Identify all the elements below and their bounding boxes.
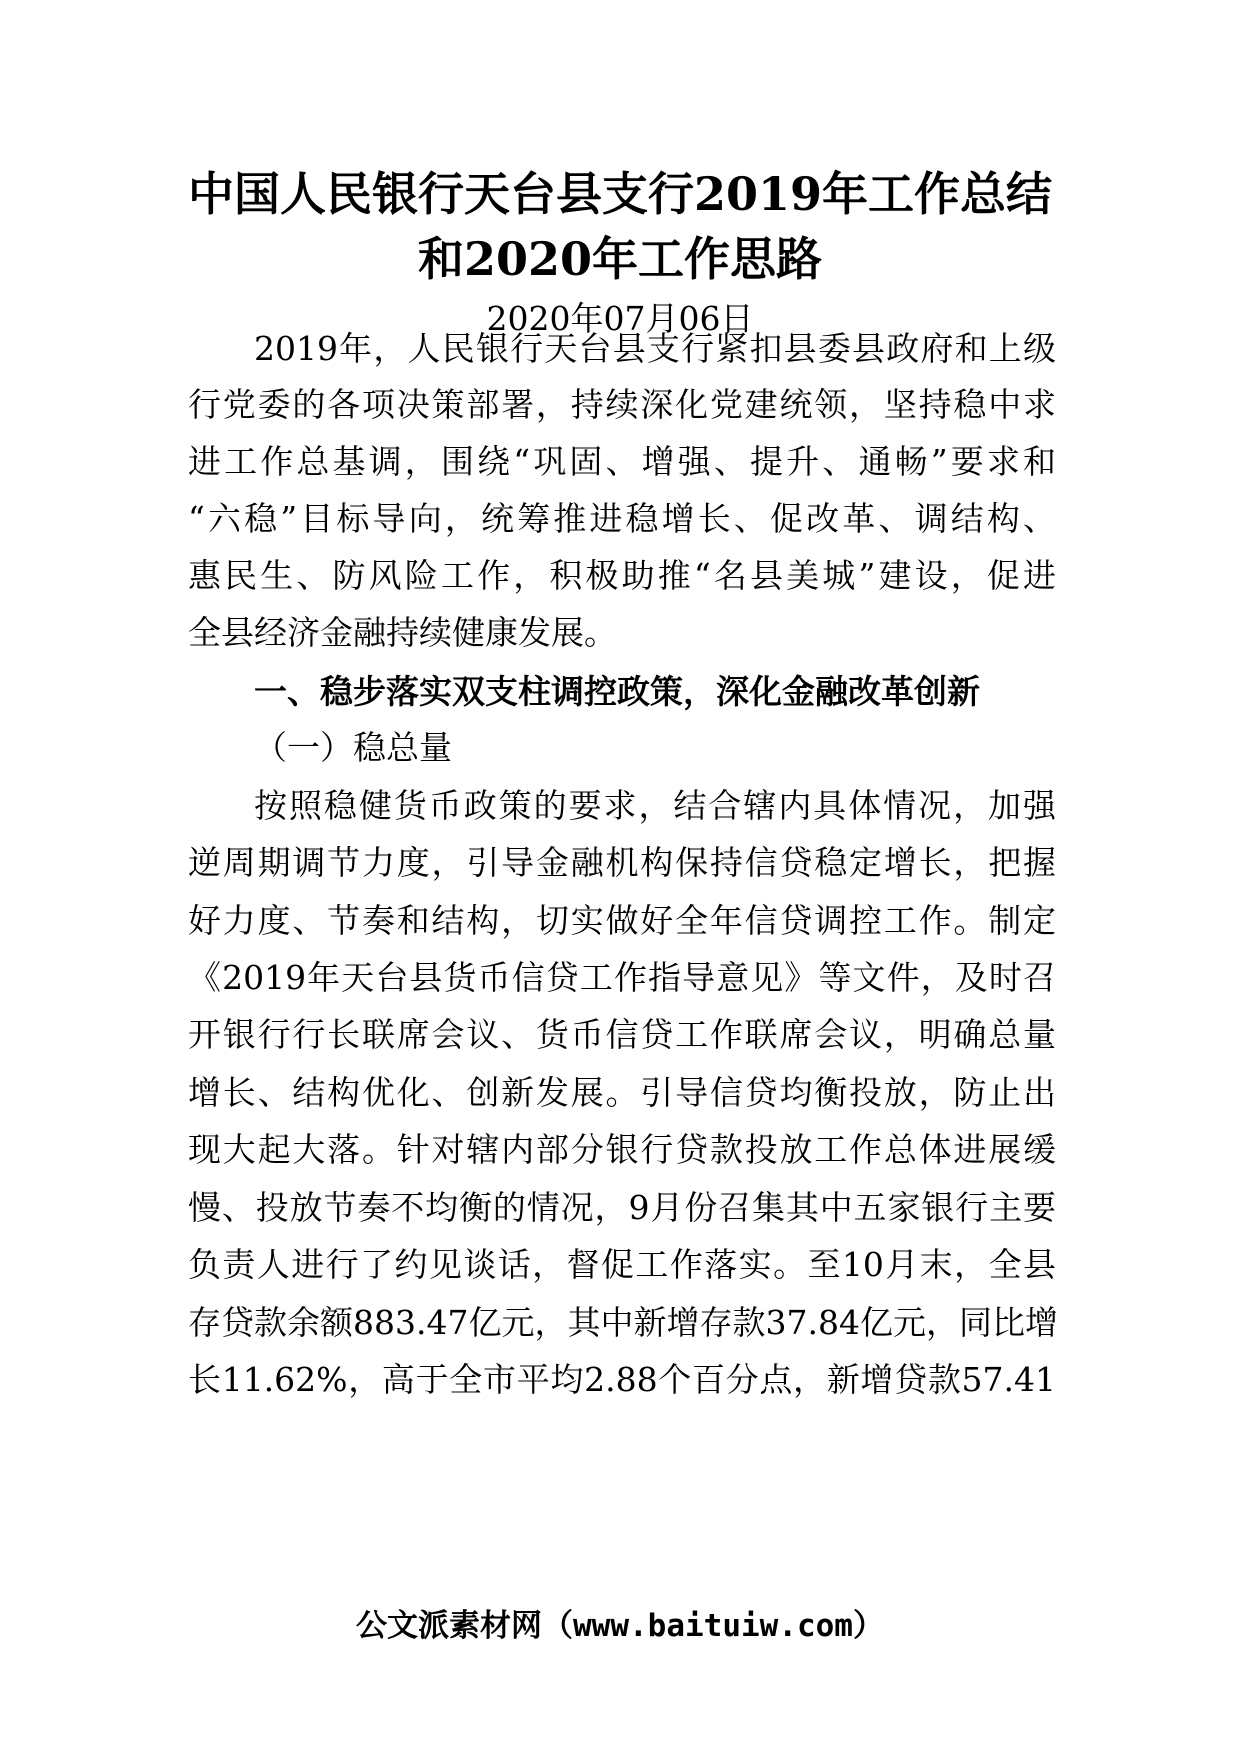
document-title-line-2: 和2020年工作思路	[417, 232, 823, 286]
intro-line: 2019年，人民银行天台县支行紧扣县委县政府和上级	[254, 329, 1056, 368]
body-line: 长11.62%，高于全市平均2.88个百分点，新增贷款57.41	[188, 1360, 1056, 1399]
body-line: 按照稳健货币政策的要求，结合辖内具体情况，加强	[254, 786, 1056, 825]
intro-line: 惠民生、防风险工作，积极助推“名县美城”建设，促进	[188, 556, 1056, 595]
section-heading: 一、稳步落实双支柱调控政策，深化金融改革创新	[254, 672, 980, 711]
body-line: 开银行行长联席会议、货币信贷工作联席会议，明确总量	[188, 1015, 1056, 1054]
document-date: 2020年07月06日	[486, 299, 754, 338]
body-line: 现大起大落。针对辖内部分银行贷款投放工作总体进展缓	[188, 1130, 1056, 1169]
body-line: 好力度、节奏和结构，切实做好全年信贷调控工作。制定	[188, 901, 1056, 940]
subsection-heading: （一）稳总量	[254, 728, 452, 767]
intro-line: 全县经济金融持续健康发展。	[188, 613, 617, 652]
body-line: 存贷款余额883.47亿元，其中新增存款37.84亿元，同比增	[188, 1303, 1058, 1342]
body-line: 慢、投放节奏不均衡的情况，9月份召集其中五家银行主要	[188, 1188, 1056, 1227]
intro-line: 进工作总基调，围绕“巩固、增强、提升、通畅”要求和	[188, 442, 1056, 481]
intro-line: “六稳”目标导向，统筹推进稳增长、促改革、调结构、	[188, 499, 1056, 538]
body-line: 逆周期调节力度，引导金融机构保持信贷稳定增长，把握	[188, 843, 1056, 882]
intro-line: 行党委的各项决策部署，持续深化党建统领，坚持稳中求	[188, 385, 1056, 424]
document-title-line-1: 中国人民银行天台县支行2019年工作总结	[187, 167, 1053, 221]
body-line: 负责人进行了约见谈话，督促工作落实。至10月末，全县	[188, 1245, 1056, 1284]
body-line: 增长、结构优化、创新发展。引导信贷均衡投放，防止出	[188, 1073, 1056, 1112]
body-line: 《2019年天台县货币信贷工作指导意见》等文件，及时召	[188, 958, 1056, 997]
footer-watermark: 公文派素材网（www.baituiw.com）	[356, 1608, 884, 1644]
